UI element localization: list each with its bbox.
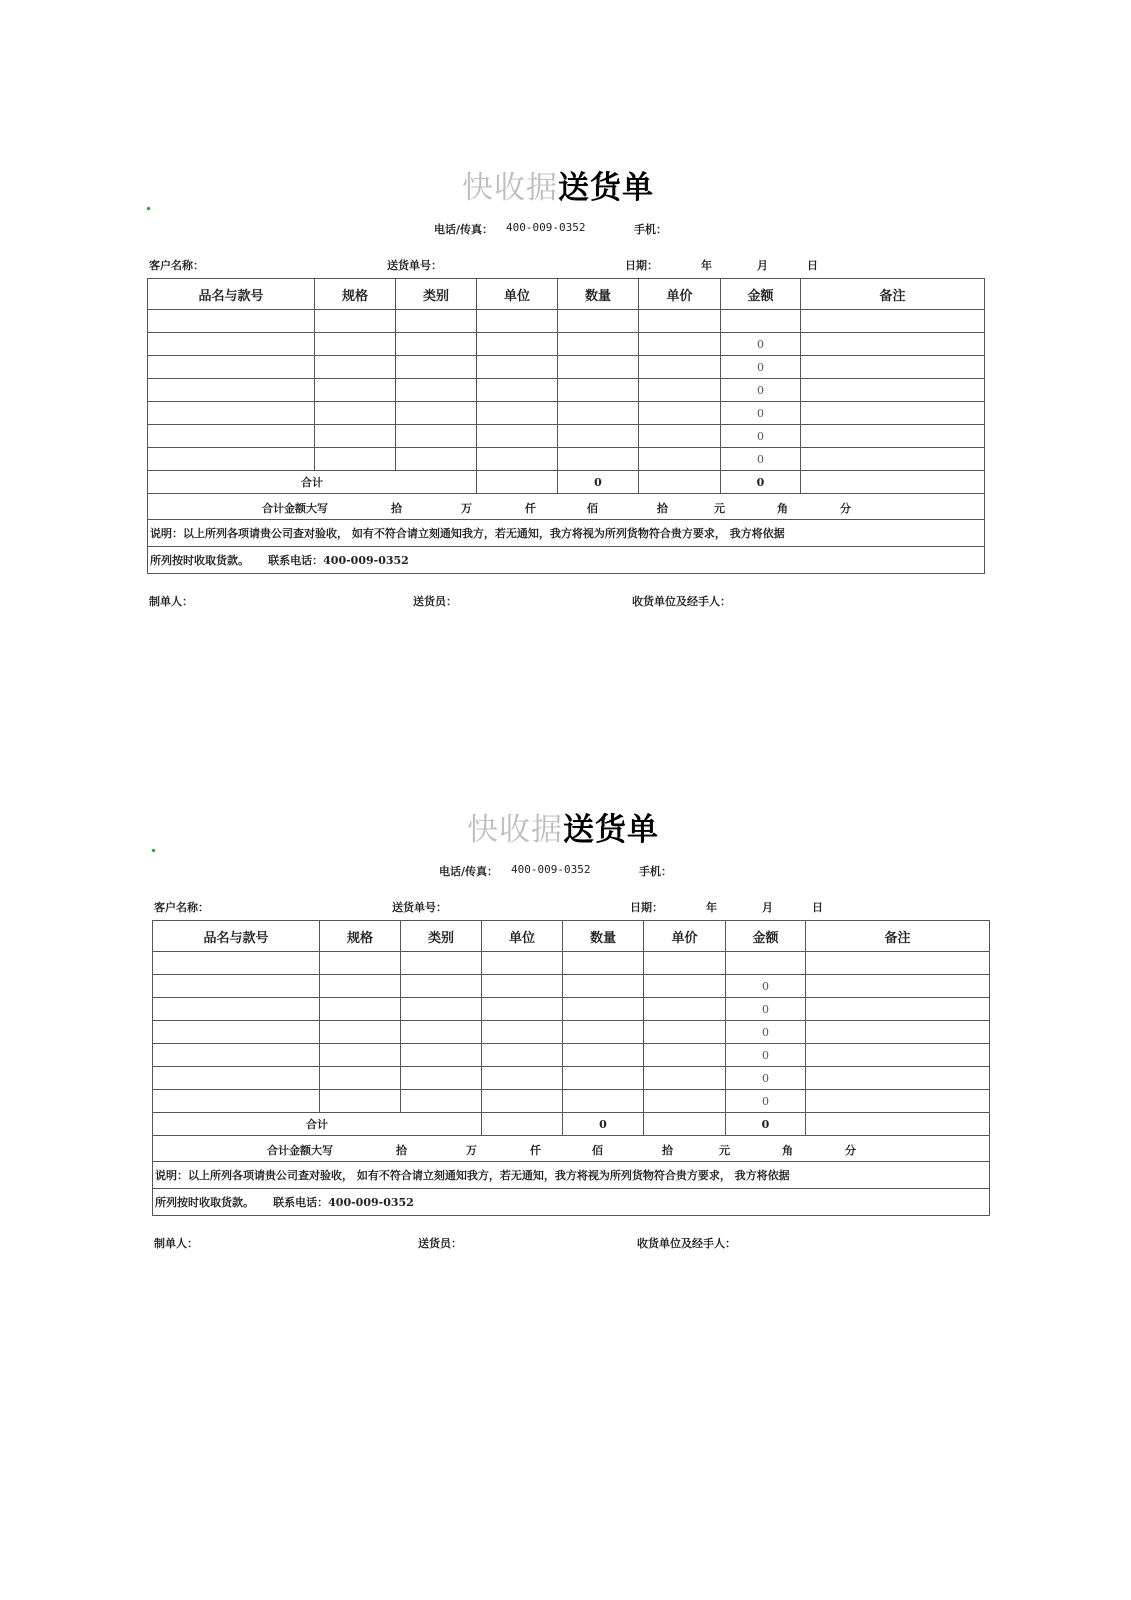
column-header: 规格 <box>315 279 396 310</box>
category-cell[interactable] <box>401 1021 482 1044</box>
item-name-cell[interactable] <box>148 333 315 356</box>
remark-cell[interactable] <box>806 1090 990 1113</box>
quantity-cell[interactable] <box>558 379 639 402</box>
amount-in-words-label: 合计金额大写 <box>267 1144 333 1157</box>
unit-price-cell[interactable] <box>644 952 726 975</box>
table-row <box>148 333 985 356</box>
spec-cell[interactable] <box>315 356 396 379</box>
note-row-2 <box>153 1189 990 1216</box>
quantity-cell[interactable] <box>558 333 639 356</box>
unit-wan: 万 <box>461 502 472 515</box>
unit-price-cell[interactable] <box>644 975 726 998</box>
column-header: 单位 <box>482 921 563 952</box>
remark-cell[interactable] <box>801 379 985 402</box>
unit-price-cell[interactable] <box>644 1044 726 1067</box>
column-header: 单价 <box>644 921 726 952</box>
unit-cell[interactable] <box>482 975 563 998</box>
quantity-cell[interactable] <box>563 1044 644 1067</box>
column-header: 品名与款号 <box>148 279 315 310</box>
table-row <box>148 310 985 333</box>
column-header: 单位 <box>477 279 558 310</box>
item-name-cell[interactable] <box>148 402 315 425</box>
maker-label: 制单人： <box>149 595 193 608</box>
total-label: 合计 <box>153 1113 482 1136</box>
maker-field[interactable] <box>193 590 373 606</box>
unit-price-cell[interactable] <box>644 998 726 1021</box>
column-header: 规格 <box>320 921 401 952</box>
table-row <box>153 975 990 998</box>
unit-cell[interactable] <box>482 952 563 975</box>
unit-price-cell[interactable] <box>639 310 721 333</box>
quantity-cell[interactable] <box>558 356 639 379</box>
spec-cell[interactable] <box>320 1067 401 1090</box>
unit-fen: 分 <box>840 502 851 515</box>
total-remark-cell <box>806 1113 990 1136</box>
spec-cell[interactable] <box>320 1021 401 1044</box>
total-unit-cell <box>482 1113 563 1136</box>
green-mark-icon <box>146 206 150 210</box>
unit-cell[interactable] <box>477 310 558 333</box>
date-month-label: 月 <box>757 259 768 272</box>
items-table <box>152 920 990 1216</box>
spec-cell[interactable] <box>320 975 401 998</box>
table-row <box>148 379 985 402</box>
remark-cell[interactable] <box>801 448 985 471</box>
column-header: 备注 <box>806 921 990 952</box>
remark-cell[interactable] <box>806 1067 990 1090</box>
delivery-note-form-1 <box>0 0 1131 640</box>
column-header: 金额 <box>721 279 801 310</box>
quantity-cell[interactable] <box>558 310 639 333</box>
amount-cell: 0 <box>721 425 801 448</box>
note-line-1: 说明：以上所列各项请贵公司查对验收， 如有不符合请立刻通知我方，若无通知，我方将视为所列货物符合贵方要求， 我方将依据 <box>148 520 985 547</box>
unit-price-cell[interactable] <box>639 379 721 402</box>
total-amount: 0 <box>726 1113 806 1136</box>
amount-cell <box>721 310 801 333</box>
order-number-label: 送货单号： <box>392 901 447 914</box>
unit-shi: 拾 <box>662 1144 673 1157</box>
category-cell[interactable] <box>401 1090 482 1113</box>
amount-cell: 0 <box>721 448 801 471</box>
column-header: 单价 <box>639 279 721 310</box>
title-main: 送货单 <box>558 170 654 206</box>
unit-shi-wan: 拾 <box>391 502 402 515</box>
note-row-1 <box>148 520 985 547</box>
table-row <box>148 425 985 448</box>
amount-cell: 0 <box>721 379 801 402</box>
unit-price-cell[interactable] <box>639 425 721 448</box>
unit-cell[interactable] <box>482 1067 563 1090</box>
item-name-cell[interactable] <box>148 356 315 379</box>
mobile-field[interactable] <box>668 219 818 235</box>
remark-cell[interactable] <box>801 356 985 379</box>
note-row-2 <box>148 547 985 574</box>
spec-cell[interactable] <box>320 952 401 975</box>
amount-cell: 0 <box>721 402 801 425</box>
date-day-label: 日 <box>807 259 818 272</box>
title-main: 送货单 <box>563 812 659 848</box>
remark-cell[interactable] <box>801 402 985 425</box>
unit-fen: 分 <box>845 1144 856 1157</box>
note-line-2: 所列按时收取货款。 联系电话：400-009-0352 <box>148 547 985 574</box>
item-name-cell[interactable] <box>153 1090 320 1113</box>
total-quantity: 0 <box>563 1113 644 1136</box>
amount-cell: 0 <box>726 975 806 998</box>
category-cell[interactable] <box>396 310 477 333</box>
quantity-cell[interactable] <box>558 402 639 425</box>
unit-price-cell[interactable] <box>639 402 721 425</box>
form-title <box>462 162 654 207</box>
unit-cell[interactable] <box>482 998 563 1021</box>
remark-cell[interactable] <box>801 333 985 356</box>
unit-cell[interactable] <box>482 1090 563 1113</box>
maker-label: 制单人： <box>154 1237 198 1250</box>
title-brand: 快收据 <box>462 170 558 206</box>
unit-qian: 仟 <box>525 502 536 515</box>
total-label: 合计 <box>148 471 477 494</box>
total-row <box>153 1113 990 1136</box>
quantity-cell[interactable] <box>558 448 639 471</box>
unit-cell[interactable] <box>477 448 558 471</box>
table-row <box>153 1090 990 1113</box>
receiver-label: 收货单位及经手人： <box>637 1237 736 1250</box>
spec-cell[interactable] <box>315 379 396 402</box>
spec-cell[interactable] <box>315 333 396 356</box>
item-name-cell[interactable] <box>148 379 315 402</box>
spec-cell[interactable] <box>320 1044 401 1067</box>
receiver-label: 收货单位及经手人： <box>632 595 731 608</box>
total-unit-cell <box>477 471 558 494</box>
total-remark-cell <box>801 471 985 494</box>
remark-cell[interactable] <box>801 425 985 448</box>
column-header: 数量 <box>558 279 639 310</box>
deliverer-field[interactable] <box>458 590 608 606</box>
date-day-label: 日 <box>812 901 823 914</box>
deliverer-label: 送货员： <box>418 1237 462 1250</box>
category-cell[interactable] <box>396 356 477 379</box>
category-cell[interactable] <box>401 1067 482 1090</box>
item-name-cell[interactable] <box>148 310 315 333</box>
column-header: 类别 <box>396 279 477 310</box>
phone-value: 400-009-0352 <box>511 863 591 876</box>
green-mark-icon <box>151 848 155 852</box>
quantity-cell[interactable] <box>563 998 644 1021</box>
item-name-cell[interactable] <box>153 1067 320 1090</box>
unit-price-cell[interactable] <box>639 448 721 471</box>
order-number-field[interactable] <box>449 896 619 912</box>
unit-price-cell[interactable] <box>644 1021 726 1044</box>
date-label: 日期： <box>630 901 663 914</box>
quantity-cell[interactable] <box>563 952 644 975</box>
unit-cell[interactable] <box>477 402 558 425</box>
table-row <box>153 1044 990 1067</box>
amount-cell: 0 <box>726 1044 806 1067</box>
customer-name-field[interactable] <box>206 254 376 270</box>
table-header-row <box>153 921 990 952</box>
unit-cell[interactable] <box>477 333 558 356</box>
receiver-field[interactable] <box>740 590 940 606</box>
item-name-cell[interactable] <box>153 975 320 998</box>
order-number-label: 送货单号： <box>387 259 442 272</box>
spec-cell[interactable] <box>315 310 396 333</box>
amount-cell <box>726 952 806 975</box>
category-cell[interactable] <box>396 448 477 471</box>
title-brand: 快收据 <box>467 812 563 848</box>
spec-cell[interactable] <box>315 425 396 448</box>
total-unit-price-cell <box>639 471 721 494</box>
deliverer-field[interactable] <box>463 1232 613 1248</box>
category-cell[interactable] <box>396 402 477 425</box>
table-row <box>153 952 990 975</box>
column-header: 备注 <box>801 279 985 310</box>
quantity-cell[interactable] <box>563 1067 644 1090</box>
date-month-label: 月 <box>762 901 773 914</box>
deliverer-label: 送货员： <box>413 595 457 608</box>
unit-cell[interactable] <box>477 425 558 448</box>
table-row <box>153 998 990 1021</box>
amount-in-words-row <box>148 494 985 520</box>
total-quantity: 0 <box>558 471 639 494</box>
quantity-cell[interactable] <box>563 1021 644 1044</box>
quantity-cell[interactable] <box>558 425 639 448</box>
table-row <box>153 1067 990 1090</box>
remark-cell[interactable] <box>806 1021 990 1044</box>
unit-cell[interactable] <box>482 1021 563 1044</box>
category-cell[interactable] <box>396 333 477 356</box>
maker-field[interactable] <box>198 1232 378 1248</box>
unit-price-cell[interactable] <box>644 1067 726 1090</box>
amount-cell: 0 <box>726 1021 806 1044</box>
category-cell[interactable] <box>401 1044 482 1067</box>
unit-yuan: 元 <box>714 502 725 515</box>
remark-cell[interactable] <box>806 975 990 998</box>
amount-cell: 0 <box>726 1067 806 1090</box>
unit-bai: 佰 <box>592 1144 603 1157</box>
unit-jiao: 角 <box>782 1144 793 1157</box>
column-header: 金额 <box>726 921 806 952</box>
table-header-row <box>148 279 985 310</box>
category-cell[interactable] <box>396 379 477 402</box>
unit-wan: 万 <box>466 1144 477 1157</box>
delivery-note-form-2 <box>5 642 1131 1282</box>
unit-price-cell[interactable] <box>639 333 721 356</box>
phone-label: 电话/传真： <box>439 865 499 878</box>
date-year-label: 年 <box>701 259 712 272</box>
spec-cell[interactable] <box>315 448 396 471</box>
remark-cell[interactable] <box>806 998 990 1021</box>
mobile-field[interactable] <box>673 861 823 877</box>
unit-shi: 拾 <box>657 502 668 515</box>
item-name-cell[interactable] <box>153 1021 320 1044</box>
order-number-field[interactable] <box>444 254 614 270</box>
amount-in-words-label: 合计金额大写 <box>262 502 328 515</box>
remark-cell[interactable] <box>806 1044 990 1067</box>
phone-label: 电话/传真： <box>434 223 494 236</box>
unit-yuan: 元 <box>719 1144 730 1157</box>
unit-jiao: 角 <box>777 502 788 515</box>
customer-name-field[interactable] <box>211 896 381 912</box>
table-row <box>153 1021 990 1044</box>
item-name-cell[interactable] <box>148 448 315 471</box>
item-name-cell[interactable] <box>148 425 315 448</box>
total-amount: 0 <box>721 471 801 494</box>
column-header: 品名与款号 <box>153 921 320 952</box>
amount-in-words-row <box>153 1136 990 1162</box>
unit-cell[interactable] <box>477 356 558 379</box>
table-row <box>148 356 985 379</box>
column-header: 数量 <box>563 921 644 952</box>
unit-qian: 仟 <box>530 1144 541 1157</box>
customer-name-label: 客户名称： <box>149 259 204 272</box>
unit-shi-wan: 拾 <box>396 1144 407 1157</box>
unit-bai: 佰 <box>587 502 598 515</box>
category-cell[interactable] <box>401 998 482 1021</box>
remark-cell[interactable] <box>806 952 990 975</box>
amount-cell: 0 <box>721 356 801 379</box>
note-row-1 <box>153 1162 990 1189</box>
items-table <box>147 278 985 574</box>
mobile-label: 手机： <box>634 223 667 236</box>
unit-cell[interactable] <box>482 1044 563 1067</box>
column-header: 类别 <box>401 921 482 952</box>
category-cell[interactable] <box>401 975 482 998</box>
unit-price-cell[interactable] <box>644 1090 726 1113</box>
category-cell[interactable] <box>396 425 477 448</box>
remark-cell[interactable] <box>801 310 985 333</box>
unit-cell[interactable] <box>477 379 558 402</box>
quantity-cell[interactable] <box>563 975 644 998</box>
mobile-label: 手机： <box>639 865 672 878</box>
total-unit-price-cell <box>644 1113 726 1136</box>
category-cell[interactable] <box>401 952 482 975</box>
spec-cell[interactable] <box>315 402 396 425</box>
item-name-cell[interactable] <box>153 998 320 1021</box>
date-label: 日期： <box>625 259 658 272</box>
note-line-1: 说明：以上所列各项请贵公司查对验收， 如有不符合请立刻通知我方，若无通知，我方将视为所列货物符合贵方要求， 我方将依据 <box>153 1162 990 1189</box>
table-row <box>148 402 985 425</box>
amount-cell: 0 <box>726 1090 806 1113</box>
table-row <box>148 448 985 471</box>
amount-cell: 0 <box>726 998 806 1021</box>
spec-cell[interactable] <box>320 1090 401 1113</box>
phone-value: 400-009-0352 <box>506 221 586 234</box>
receiver-field[interactable] <box>745 1232 945 1248</box>
customer-name-label: 客户名称： <box>154 901 209 914</box>
spec-cell[interactable] <box>320 998 401 1021</box>
form-title <box>467 804 659 849</box>
date-year-label: 年 <box>706 901 717 914</box>
amount-cell: 0 <box>721 333 801 356</box>
note-line-2: 所列按时收取货款。 联系电话：400-009-0352 <box>153 1189 990 1216</box>
total-row <box>148 471 985 494</box>
item-name-cell[interactable] <box>153 952 320 975</box>
item-name-cell[interactable] <box>153 1044 320 1067</box>
quantity-cell[interactable] <box>563 1090 644 1113</box>
unit-price-cell[interactable] <box>639 356 721 379</box>
